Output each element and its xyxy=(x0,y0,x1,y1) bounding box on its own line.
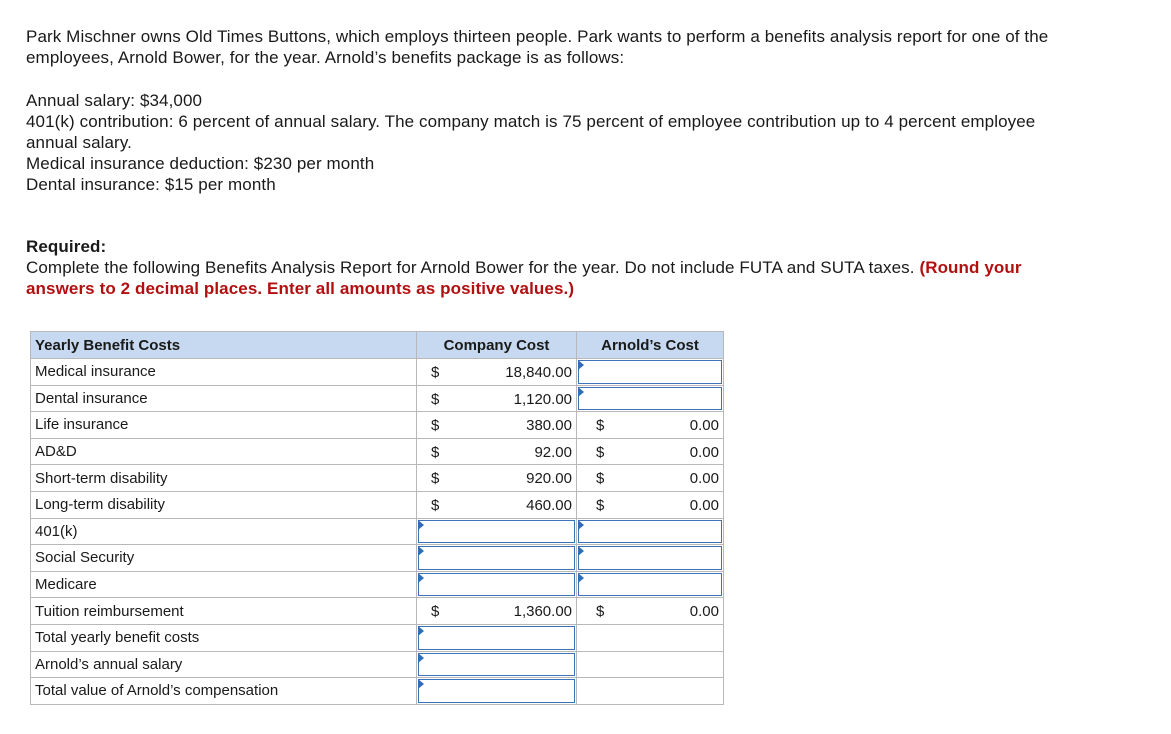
fact-401k-cont: annual salary. xyxy=(26,133,132,152)
table-header-row xyxy=(31,332,724,359)
company-cost-input[interactable] xyxy=(418,626,575,650)
row-label: Social Security xyxy=(31,545,417,572)
table-row xyxy=(31,545,724,572)
dollar-sign: $ xyxy=(596,496,605,514)
company-cost-input-cell xyxy=(417,545,577,572)
row-label: Life insurance xyxy=(31,412,417,439)
arnold-cost-input[interactable] xyxy=(578,360,722,384)
company-cost-input-cell xyxy=(417,518,577,545)
empty-cell xyxy=(577,678,724,705)
row-label: Short-term disability xyxy=(31,465,417,492)
benefits-package-facts xyxy=(26,90,1156,195)
company-cost-cell xyxy=(417,465,577,492)
required-heading: Required: xyxy=(26,237,107,256)
row-label: Tuition reimbursement xyxy=(31,598,417,625)
dollar-sign: $ xyxy=(596,470,605,488)
table-row xyxy=(31,438,724,465)
table-row xyxy=(31,624,724,651)
arnold-cost-value: 0.00 xyxy=(689,470,719,488)
arnold-cost-input-cell xyxy=(577,385,724,412)
table-row xyxy=(31,412,724,439)
arnold-cost-input-cell xyxy=(577,571,724,598)
arnold-cost-input-cell xyxy=(577,518,724,545)
header-company-cost: Company Cost xyxy=(417,332,577,359)
row-label: Arnold’s annual salary xyxy=(31,651,417,678)
fact-annual-salary: Annual salary: $34,000 xyxy=(26,91,203,110)
row-label: Total yearly benefit costs xyxy=(31,624,417,651)
arnold-cost-cell xyxy=(577,412,724,439)
table-row xyxy=(31,598,724,625)
intro-line-1: Park Mischner owns Old Times Buttons, which employs thirteen people. Park wants to perform a benefits analysis report for one of the xyxy=(26,27,1049,46)
company-cost-input[interactable] xyxy=(418,573,575,597)
arnold-cost-input-cell xyxy=(577,545,724,572)
table-row xyxy=(31,491,724,518)
dollar-sign: $ xyxy=(431,417,440,435)
company-cost-cell xyxy=(417,438,577,465)
arnold-cost-cell xyxy=(577,598,724,625)
arnold-cost-input[interactable] xyxy=(578,387,722,411)
company-cost-input-cell xyxy=(417,571,577,598)
table-row xyxy=(31,465,724,492)
benefits-analysis-table xyxy=(30,331,724,705)
row-label: 401(k) xyxy=(31,518,417,545)
row-label: Medicare xyxy=(31,571,417,598)
dollar-sign: $ xyxy=(431,496,440,514)
dollar-sign: $ xyxy=(431,470,440,488)
arnold-cost-input[interactable] xyxy=(578,520,722,544)
table-row xyxy=(31,385,724,412)
fact-medical: Medical insurance deduction: $230 per month xyxy=(26,154,375,173)
company-cost-input[interactable] xyxy=(418,520,575,544)
company-cost-cell xyxy=(417,359,577,386)
company-cost-cell xyxy=(417,412,577,439)
company-cost-value: 1,360.00 xyxy=(513,603,572,621)
company-cost-cell xyxy=(417,598,577,625)
table-row xyxy=(31,678,724,705)
company-cost-input-cell xyxy=(417,678,577,705)
arnold-cost-value: 0.00 xyxy=(689,443,719,461)
company-cost-cell xyxy=(417,385,577,412)
fact-dental: Dental insurance: $15 per month xyxy=(26,175,276,194)
fact-401k: 401(k) contribution: 6 percent of annual salary. The company match is 75 percent of employee contribution up to 4 percent employee xyxy=(26,112,1036,131)
required-section xyxy=(26,236,1156,299)
company-cost-value: 1,120.00 xyxy=(513,390,572,408)
rounding-note-part2: answers to 2 decimal places. Enter all amounts as positive values.) xyxy=(26,279,575,298)
arnold-cost-value: 0.00 xyxy=(689,417,719,435)
company-cost-value: 380.00 xyxy=(526,417,572,435)
header-yearly-benefit-costs: Yearly Benefit Costs xyxy=(31,332,417,359)
empty-cell xyxy=(577,651,724,678)
row-label: AD&D xyxy=(31,438,417,465)
row-label: Medical insurance xyxy=(31,359,417,386)
row-label: Total value of Arnold’s compensation xyxy=(31,678,417,705)
company-cost-cell xyxy=(417,491,577,518)
table-row xyxy=(31,651,724,678)
company-cost-value: 920.00 xyxy=(526,470,572,488)
company-cost-input-cell xyxy=(417,624,577,651)
company-cost-input[interactable] xyxy=(418,679,575,703)
empty-cell xyxy=(577,624,724,651)
arnold-cost-value: 0.00 xyxy=(689,496,719,514)
dollar-sign: $ xyxy=(431,603,440,621)
row-label: Long-term disability xyxy=(31,491,417,518)
arnold-cost-cell xyxy=(577,491,724,518)
arnold-cost-value: 0.00 xyxy=(689,603,719,621)
header-arnolds-cost: Arnold’s Cost xyxy=(577,332,724,359)
row-label: Dental insurance xyxy=(31,385,417,412)
dollar-sign: $ xyxy=(431,390,440,408)
problem-intro xyxy=(26,26,1156,68)
table-row xyxy=(31,518,724,545)
table-row xyxy=(31,359,724,386)
required-text: Complete the following Benefits Analysis Report for Arnold Bower for the year. Do not include FUTA and SUTA taxes. xyxy=(26,258,920,277)
arnold-cost-input-cell xyxy=(577,359,724,386)
arnold-cost-input[interactable] xyxy=(578,546,722,570)
company-cost-input[interactable] xyxy=(418,546,575,570)
table-row xyxy=(31,571,724,598)
dollar-sign: $ xyxy=(596,417,605,435)
intro-line-2: employees, Arnold Bower, for the year. Arnold’s benefits package is as follows: xyxy=(26,48,625,67)
rounding-note-part1: (Round your xyxy=(919,258,1022,277)
dollar-sign: $ xyxy=(596,603,605,621)
company-cost-value: 18,840.00 xyxy=(505,364,572,381)
dollar-sign: $ xyxy=(431,443,440,461)
company-cost-value: 460.00 xyxy=(526,496,572,514)
company-cost-input[interactable] xyxy=(418,653,575,677)
arnold-cost-cell xyxy=(577,438,724,465)
arnold-cost-cell xyxy=(577,465,724,492)
dollar-sign: $ xyxy=(431,364,440,381)
company-cost-value: 92.00 xyxy=(534,443,572,461)
dollar-sign: $ xyxy=(596,443,605,461)
arnold-cost-input[interactable] xyxy=(578,573,722,597)
company-cost-input-cell xyxy=(417,651,577,678)
